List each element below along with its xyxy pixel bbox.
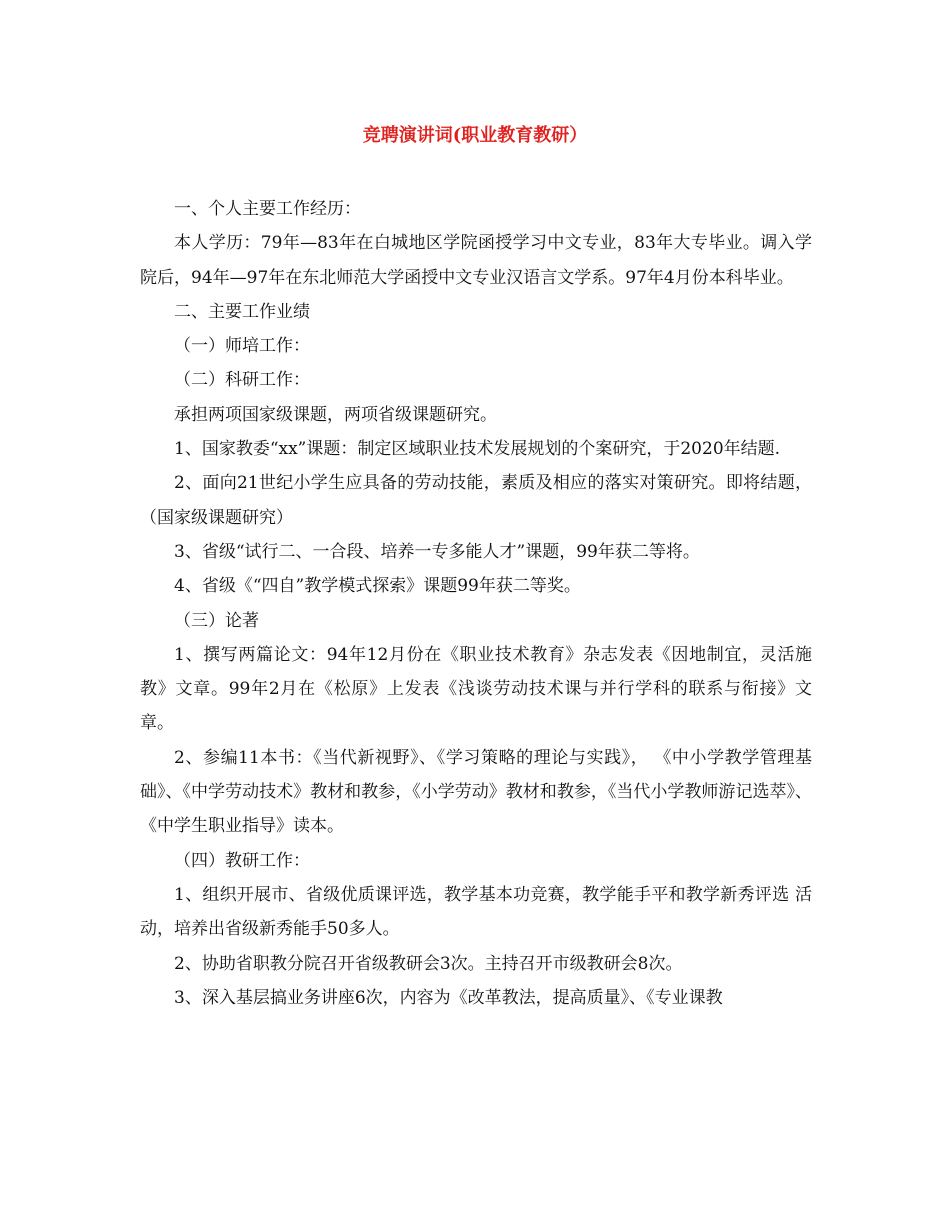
paragraph: 1、撰写两篇论文：94年12月份在《职业技术教育》杂志发表《因地制宜，灵活施教》文章。99年2月在《松原》上发表《浅谈劳动技术课与并行学科的联系与衔接》文章。 (140, 644, 812, 734)
paragraph: 4、省级《“四自”教学模式探索》课题99年获二等奖。 (174, 576, 581, 597)
paragraph: （一）师培工作： (174, 336, 310, 357)
paragraph: 3、深入基层搞业务讲座6次，内容为《改革教法，提高质量》、《专业课教 (174, 987, 723, 1008)
paragraph: 2、协助省职教分院召开省级教研会3次。主持召开市级教研会8次。 (174, 953, 683, 974)
paragraph: 2、参编11本书：《当代新视野》、《学习策略的理论与实践》， 《中小学教学管理基础》、《中学劳动技术》教材和教参，《小学劳动》教材和教参，《当代小学教师游记选萃》、《中学生职业指导》读本。 (140, 747, 812, 837)
paragraph: 2、面向21世纪小学生应具备的劳动技能，素质及相应的落实对策研究。即将结题，（国家级课题研究） (140, 473, 812, 528)
paragraph: （四）教研工作： (174, 850, 310, 871)
paragraph: 1、组织开展市、省级优质课评选，教学基本功竞赛，教学能手平和教学新秀评选 活动，培养出省级新秀能手50多人。 (140, 884, 812, 940)
paragraph: 1、国家教委“xx”课题：制定区域职业技术发展规划的个案研究，于2020年结题. (174, 439, 781, 460)
paragraph: （三）论著 (174, 610, 259, 631)
document-body (140, 192, 812, 1015)
paragraph: 承担两项国家级课题，两项省级课题研究。 (174, 404, 497, 425)
document-title: 竞聘演讲词(职业教育教研） (362, 125, 588, 146)
paragraph: （二）科研工作： (174, 370, 310, 391)
paragraph: 一、个人主要工作经历： (174, 199, 361, 219)
paragraph: 本人学历：79年—83年在白城地区学院函授学习中文专业，83年大专毕业。调入学院后，94年—97年在东北师范大学函授中文专业汉语言文学系。97年4月份本科毕业。 (140, 233, 812, 288)
paragraph: 3、省级“试行二、一合段、培养一专多能人才”课题，99年获二等将。 (174, 541, 700, 562)
paragraph: 二、主要工作业绩 (174, 301, 310, 322)
